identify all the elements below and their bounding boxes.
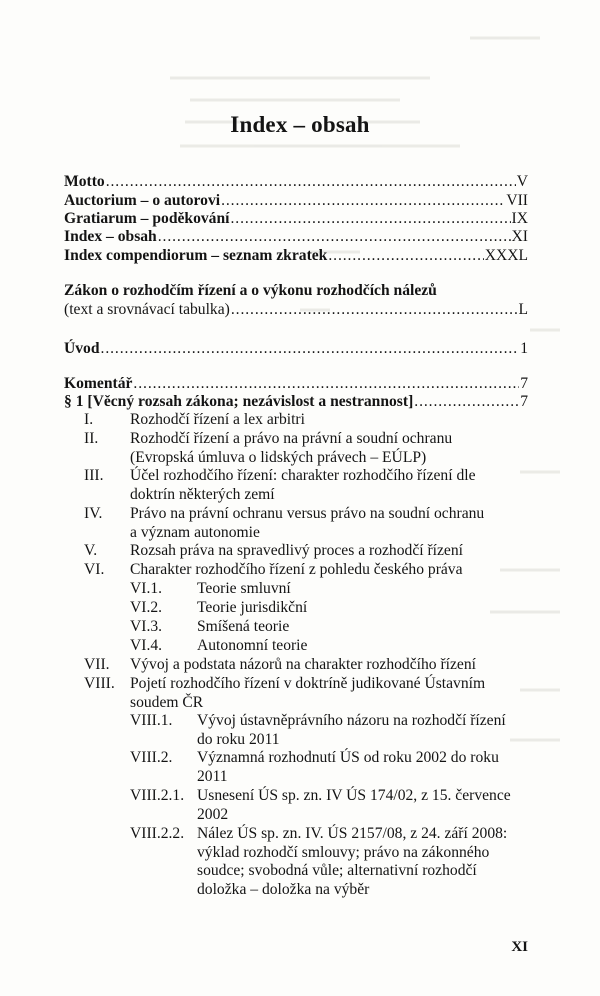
toc-page-number: VII (506, 192, 528, 209)
toc-entry-label: Index – obsah (64, 228, 157, 245)
outline-item-text[interactable]: Teorie jurisdikční (197, 599, 308, 616)
toc-page-number: XXXL (484, 247, 528, 264)
toc-page-number: L (518, 301, 528, 318)
toc-entry-komentar[interactable] (64, 374, 528, 393)
toc-entry-compendiorum[interactable] (64, 246, 528, 265)
toc-entry-motto[interactable] (64, 172, 528, 191)
outline-item-text[interactable]: Rozhodčí řízení a lex arbitri (130, 411, 305, 428)
outline-item-number: V. (84, 542, 98, 559)
outline-item-text[interactable]: soudce; svobodná vůle; alternativní rozhodčí (197, 862, 477, 880)
outline-item-text[interactable]: Účel rozhodčího řízení: charakter rozhodčího řízení dle (130, 467, 476, 484)
outline-item-text[interactable]: 2011 (197, 767, 228, 785)
toc-page-number: V (516, 173, 528, 190)
outline-item-number: VII. (84, 656, 110, 673)
outline-item-number: I. (84, 411, 94, 428)
dot-leader (328, 246, 483, 265)
toc-page-number: XI (511, 228, 528, 245)
toc-page-number: 7 (520, 393, 528, 410)
dot-leader (133, 374, 519, 393)
toc-entry-label: § 1 [Věcný rozsah zákona; nezávislost a nestrannost] (64, 393, 414, 410)
outline-item-number: VI.3. (130, 618, 163, 635)
outline-item-text[interactable]: výklad rozhodčí smlouvy; právo na zákonného (197, 843, 490, 861)
outline-item-text[interactable]: a význam autonomie (130, 523, 260, 541)
outline-item-text[interactable]: Rozhodčí řízení a právo na právní a soudní ochranu (130, 430, 453, 447)
outline-item-text[interactable]: Rozsah práva na spravedlivý proces a rozhodčí řízení (130, 542, 463, 559)
outline-item-text[interactable]: Autonomní teorie (197, 637, 308, 654)
toc-entry-label: Gratiarum – poděkování (64, 210, 230, 227)
page-number-folio: XI (511, 939, 528, 955)
outline-item-number: VI.4. (130, 637, 163, 654)
outline-item-text[interactable]: soudem ČR (130, 693, 204, 711)
toc-entry-section-1[interactable] (64, 392, 528, 411)
outline-item-text[interactable]: Charakter rozhodčího řízení z pohledu českého práva (130, 561, 463, 578)
outline-item-text[interactable]: Usnesení ÚS sp. zn. IV ÚS 174/02, z 15. července (197, 787, 511, 804)
outline-item-number: VIII.2. (130, 749, 173, 766)
toc-entry-label: (text a srovnávací tabulka) (64, 301, 230, 318)
toc-entry-label: Úvod (64, 340, 100, 357)
toc-page-number: IX (511, 210, 528, 227)
outline-item-number: VI.2. (130, 599, 163, 616)
outline-item-text[interactable]: Teorie smluvní (197, 580, 291, 597)
outline-item-number: VIII.1. (130, 712, 173, 729)
outline-item-text[interactable]: Právo na právní ochranu versus právo na soudní ochranu (130, 505, 485, 522)
dot-leader (106, 172, 516, 191)
page-title: Index – obsah (230, 112, 370, 137)
outline-item-number: VI. (84, 561, 105, 578)
toc-entry-label: Index compendiorum – seznam zkratek (64, 247, 328, 264)
outline-item-text[interactable]: doložka – doložka na výběr (197, 881, 370, 899)
dot-leader (101, 339, 520, 358)
dot-leader (221, 191, 505, 210)
toc-entry-gratiarum[interactable] (64, 209, 528, 228)
outline-item-number: IV. (84, 505, 103, 522)
outline-item-number: VIII.2.2. (130, 825, 185, 842)
toc-entry-label: Motto (64, 173, 105, 190)
outline-item-number: VIII. (84, 675, 115, 692)
toc-act-title: Zákon o rozhodčím řízení a o výkonu rozhodčích nálezů (64, 282, 437, 299)
outline-item-text[interactable]: 2002 (197, 805, 229, 823)
outline-item-text[interactable]: Vývoj a podstata názorů na charakter rozhodčího řízení (130, 656, 476, 673)
dot-leader (414, 392, 519, 411)
outline-item-text[interactable]: Nález ÚS sp. zn. IV. ÚS 2157/08, z 24. září 2008: (197, 825, 508, 842)
outline-item-number: VI.1. (130, 580, 163, 597)
toc-entry-label: Auctorium – o autorovi (64, 192, 221, 209)
outline-item-text[interactable]: Významná rozhodnutí ÚS od roku 2002 do roku (197, 749, 499, 766)
dot-leader (158, 227, 511, 246)
outline-item-number: II. (84, 430, 99, 447)
outline-item-text[interactable]: do roku 2011 (197, 730, 280, 748)
toc-entry-uvod[interactable] (64, 339, 528, 358)
toc-entry-label: Komentář (64, 375, 133, 392)
dot-leader (231, 300, 518, 319)
toc-entry-act-text[interactable] (64, 300, 528, 319)
outline-item-text[interactable]: (Evropská úmluva o lidských právech – EÚLP) (130, 448, 427, 466)
toc-page-number: 1 (520, 340, 528, 357)
outline-item-number: VIII.2.1. (130, 787, 185, 804)
outline-item-text[interactable]: Vývoj ústavněprávního názoru na rozhodčí řízení (197, 712, 506, 729)
outline-item-number: III. (84, 467, 104, 484)
toc-page-number: 7 (520, 375, 528, 392)
outline-item-text[interactable]: Pojetí rozhodčího řízení v doktríně judikované Ústavním (130, 675, 486, 692)
dot-leader (230, 209, 510, 228)
toc-entry-auctorium[interactable] (64, 191, 528, 210)
outline-item-text[interactable]: Smíšená teorie (197, 618, 290, 635)
outline-item-text[interactable]: doktrín některých zemí (130, 485, 275, 503)
toc-entry-index[interactable] (64, 227, 528, 246)
